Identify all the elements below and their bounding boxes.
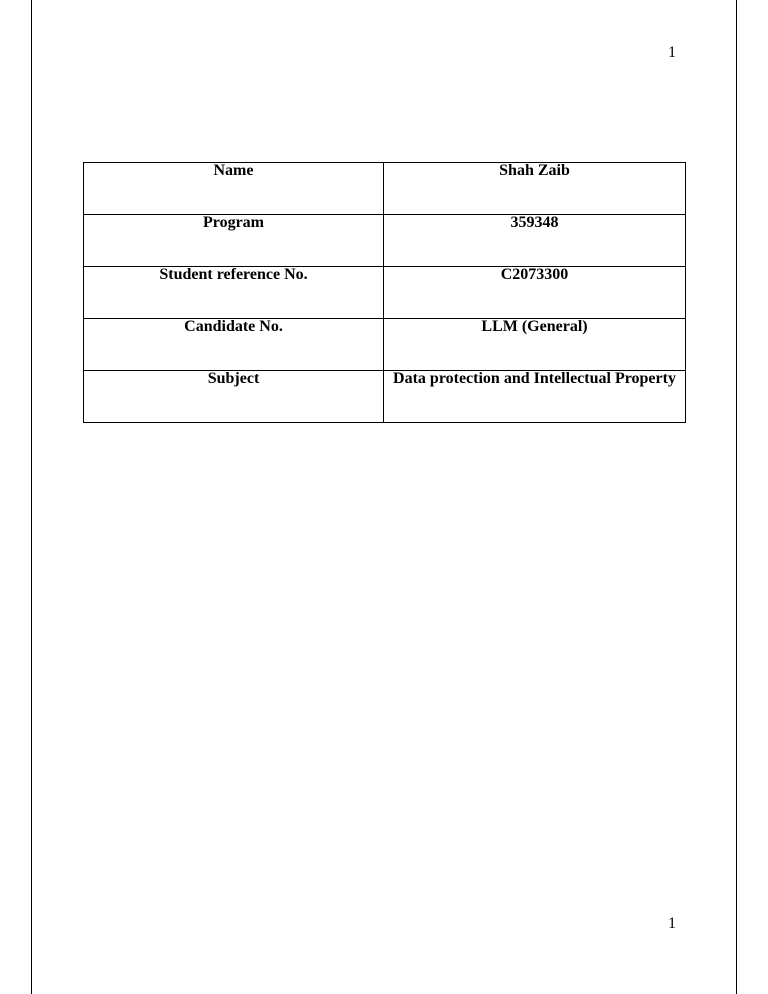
row-label: Candidate No.: [184, 318, 283, 335]
table-row: [84, 267, 686, 319]
student-info-table: [83, 162, 686, 423]
row-label-cell: [84, 371, 384, 423]
row-label: Subject: [207, 370, 260, 387]
page-left-border: [31, 0, 32, 994]
row-value: C2073300: [500, 266, 569, 283]
row-value-cell: [384, 371, 686, 423]
row-label-cell: [84, 267, 384, 319]
row-value-cell: [384, 215, 686, 267]
row-value: LLM (General): [481, 318, 588, 335]
page-right-border: [736, 0, 737, 994]
header-page-number: 1: [668, 44, 676, 61]
row-value: Data protection and Intellectual Property: [393, 370, 676, 387]
row-value: 359348: [510, 214, 559, 231]
row-label-cell: [84, 215, 384, 267]
row-label-cell: [84, 319, 384, 371]
row-value-cell: [384, 267, 686, 319]
row-value: Shah Zaib: [499, 162, 570, 179]
table-row: [84, 215, 686, 267]
row-label: Program: [202, 214, 264, 231]
table-row: [84, 319, 686, 371]
row-value-cell: [384, 319, 686, 371]
table-row: [84, 163, 686, 215]
row-label: Name: [213, 162, 254, 179]
row-label-cell: [84, 163, 384, 215]
table-row: [84, 371, 686, 423]
row-value-cell: [384, 163, 686, 215]
footer-page-number: 1: [668, 915, 676, 932]
row-label: Student reference No.: [159, 266, 308, 283]
